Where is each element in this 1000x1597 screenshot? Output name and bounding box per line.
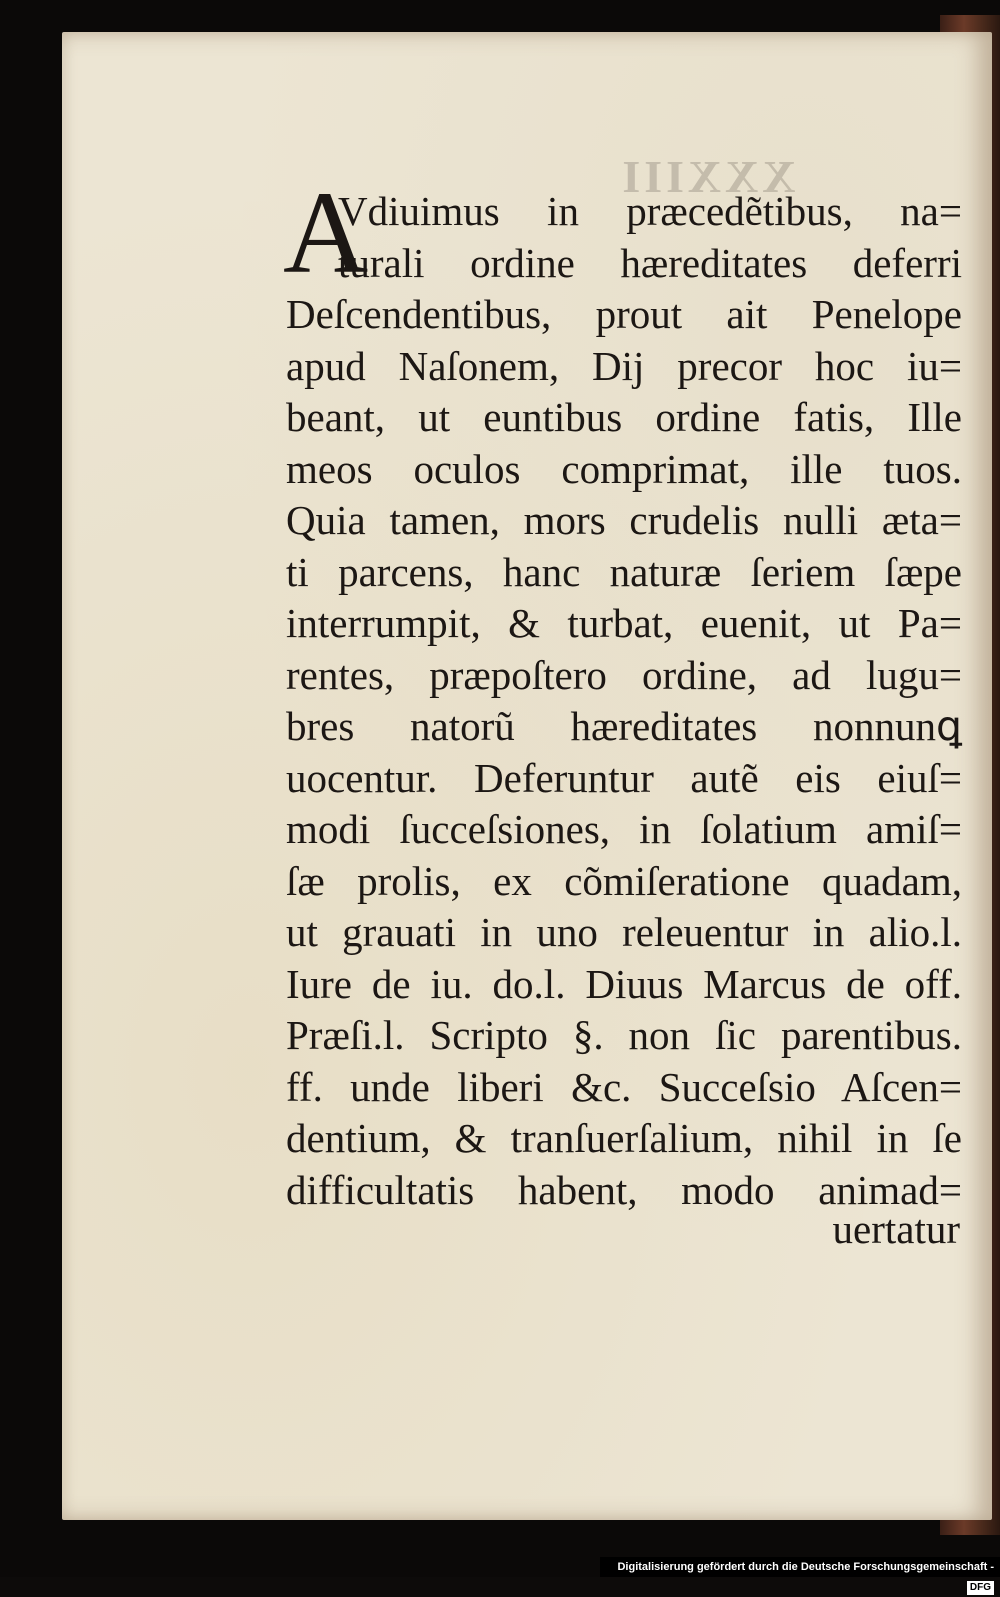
text-line-14: ſæ prolis, ex cõmiſeratione quadam, xyxy=(286,857,962,904)
text-line-12: uocentur. Deferuntur autẽ eis eiuſ= xyxy=(286,754,962,801)
digitization-credit-text: Digitalisierung gefördert durch die Deutsche Forschungsgemeinschaft - xyxy=(617,1561,994,1573)
page-text-block xyxy=(286,186,962,1216)
text-line-17: Præſi.l. Scripto §. non ſic parentibus. xyxy=(286,1012,962,1058)
drop-cap-initial: A xyxy=(283,167,369,298)
text-line-15: ut grauati in uno releuentur in alio.l. xyxy=(286,909,962,955)
bleed-through-page-number: XXXIII xyxy=(618,151,796,202)
text-line-1: Vdiuimus in præcedẽtibus, na= xyxy=(338,188,962,234)
text-line-9: interrumpit, & turbat, euenit, ut Pa= xyxy=(286,600,962,646)
text-line-5: beant, ut euntibus ordine fatis, Ille xyxy=(286,394,962,440)
text-line-10: rentes, præpoſtero ordine, ad lugu= xyxy=(286,651,962,698)
text-line-2: turali ordine hæreditates deferri xyxy=(338,239,962,286)
text-line-8: ti parcens, hanc naturæ ſeriem ſæpe xyxy=(286,548,962,595)
text-line-4: apud Naſonem, Dij precor hoc iu= xyxy=(286,342,962,389)
text-line-13: modi ſucceſsiones, in ſolatium amiſ= xyxy=(286,806,962,852)
text-line-7: Quia tamen, mors crudelis nulli æta= xyxy=(286,497,962,543)
dfg-logo: DFG xyxy=(967,1581,994,1595)
digitization-credit-bar xyxy=(600,1557,1000,1593)
text-line-6: meos oculos comprimat, ille tuos. xyxy=(286,445,962,492)
text-line-20: difficultatis habent, modo animad= xyxy=(286,1166,962,1213)
text-line-19: dentium, & tranſuerſalium, nihil in ſe xyxy=(286,1115,962,1161)
catchword: uertatur xyxy=(832,1206,960,1252)
text-line-11: bres natorũ hæreditates nonnunꝗ xyxy=(286,703,962,749)
text-line-18: ff. unde liberi &c. Succeſsio Aſcen= xyxy=(286,1063,962,1110)
text-line-3: Deſcendentibus, prout ait Penelope xyxy=(286,291,962,337)
text-line-16: Iure de iu. do.l. Diuus Marcus de off. xyxy=(286,960,962,1007)
